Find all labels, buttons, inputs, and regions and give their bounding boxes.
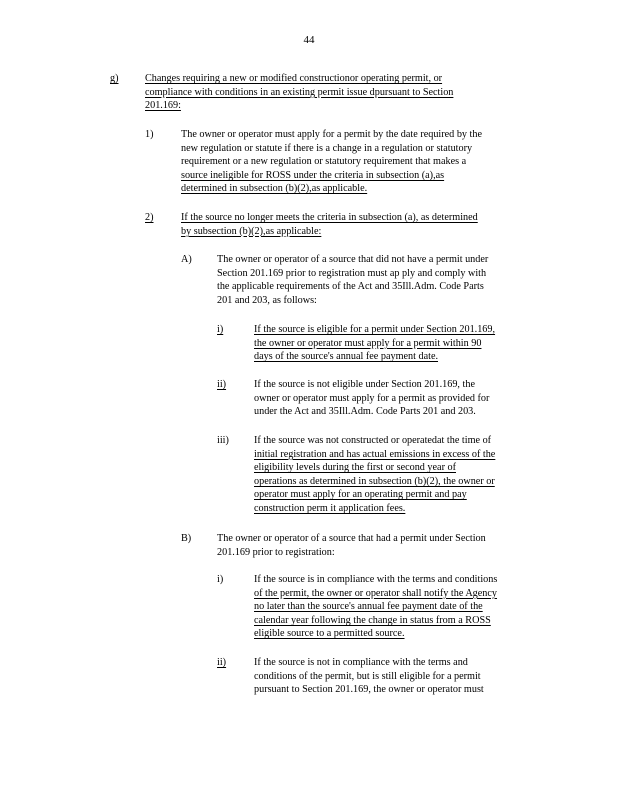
item-A-i-label: i) <box>217 324 224 335</box>
item-A-ii-label: ii) <box>217 379 227 390</box>
item-A-iii-label: iii) <box>217 435 229 446</box>
text-line: If the source is eligible for a permit under Section 201.169, <box>254 324 496 335</box>
subsection-B-text <box>217 532 486 559</box>
text-line: 201.169: <box>145 100 181 112</box>
text-line: construction perm it application fees. <box>254 502 406 514</box>
subsection-A-text <box>217 253 488 307</box>
text-line: Section 201.169 prior to registration must ap ply and comply with <box>217 267 487 279</box>
subsection-A-label: A) <box>181 254 192 265</box>
subsection-2-text <box>181 211 478 238</box>
item-B-i-label: i) <box>217 574 224 585</box>
text-line: of the permit, the owner or operator shall notify the Agency <box>254 587 498 599</box>
text-line: days of the source's annual fee payment date. <box>254 351 439 363</box>
subsection-B-label: B) <box>181 533 192 544</box>
text-line: calendar year following the change in status from a ROSS <box>254 614 491 626</box>
text-line: The owner or operator must apply for a permit by the date required by the <box>181 129 482 140</box>
subsection-2-label: 2) <box>145 212 154 223</box>
text-line: If the source is not eligible under Section 201.169, the <box>254 379 475 390</box>
subsection-1-text <box>181 128 482 196</box>
text-line: under the Act and 35Ill.Adm. Code Parts 201 and 203. <box>254 406 476 418</box>
text-line: eligible source to a permitted source. <box>254 628 405 640</box>
text-line: Changes requiring a new or modified constructionor operating permit, or <box>145 73 443 84</box>
text-line: new regulation or statute if there is a change in a regulation or statutory <box>181 142 473 154</box>
text-line: compliance with conditions in an existing permit issue dpursuant to Section <box>145 86 454 98</box>
text-line: If the source was not constructed or operatedat the time of <box>254 435 492 446</box>
item-A-iii-text <box>254 434 495 516</box>
text-line: source ineligible for ROSS under the criteria in subsection (a),as <box>181 169 445 181</box>
text-line: If the source is in compliance with the terms and conditions <box>254 574 498 585</box>
item-A-i-text <box>254 323 495 364</box>
item-B-i-text <box>254 573 497 641</box>
text-line: conditions of the permit, but is still eligible for a permit <box>254 670 481 682</box>
item-A-ii-text <box>254 378 489 419</box>
item-B-ii-label: ii) <box>217 657 227 668</box>
text-line: The owner or operator of a source that had a permit under Section <box>217 533 486 544</box>
text-line: If the source is not in compliance with the terms and <box>254 657 468 668</box>
text-line: pursuant to Section 201.169, the owner or operator must <box>254 684 484 696</box>
section-g-label: g) <box>110 73 119 84</box>
text-line: 201 and 203, as follows: <box>217 294 317 306</box>
text-line: The owner or operator of a source that did not have a permit under <box>217 254 489 265</box>
item-B-ii-text <box>254 656 484 697</box>
text-line: If the source no longer meets the criteria in subsection (a), as determined <box>181 212 478 223</box>
text-line: eligibility levels during the first or second year of <box>254 462 456 474</box>
text-line: initial registration and has actual emissions in excess of the <box>254 448 496 460</box>
section-g-text <box>145 72 453 113</box>
text-line: owner or operator must apply for a permit as provided for <box>254 392 490 404</box>
text-line: operator must apply for an operating permit and pay <box>254 489 467 501</box>
page-number: 44 <box>303 34 315 46</box>
text-line: operations as determined in subsection (b)(2), the owner or <box>254 475 495 487</box>
text-line: the applicable requirements of the Act and 35Ill.Adm. Code Parts <box>217 281 484 293</box>
text-line: determined in subsection (b)(2),as applicable. <box>181 183 368 195</box>
text-line: no later than the source's annual fee payment date of the <box>254 601 483 613</box>
text-line: by subsection (b)(2),as applicable: <box>181 225 322 237</box>
text-line: the owner or operator must apply for a permit within 90 <box>254 337 482 349</box>
text-line: requirement or a new regulation or statutory requirement that makes a <box>181 156 467 168</box>
text-line: 201.169 prior to registration: <box>217 546 335 558</box>
subsection-1-label: 1) <box>145 129 154 140</box>
